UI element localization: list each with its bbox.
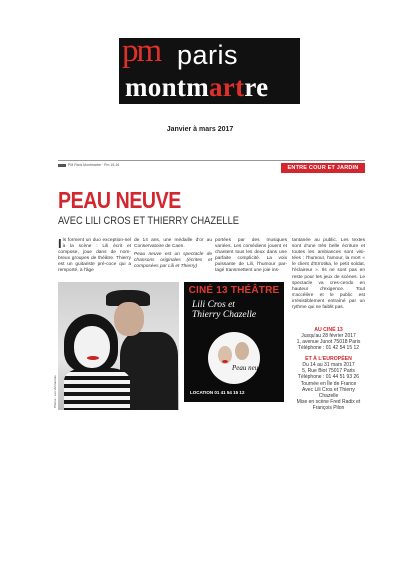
show-poster [184, 282, 284, 410]
poster-lips [222, 360, 228, 363]
section-rubric: ENTRE COUR ET JARDIN [281, 163, 365, 173]
article-headline: PEAU NEUVE [58, 187, 181, 213]
publication-logo-icon [58, 164, 66, 167]
publication-label: PM Paris Montmartre · Pm 15-16 [58, 163, 119, 167]
article-column-1: Ils forment un duo exception-nel à la scène : Lili écrit et compose, joue dans de nom-breux groupes de théâtre. Thierry est un guitariste pré-coce qui a remporté, à l'âge [58, 236, 131, 274]
press-clipping [53, 160, 365, 415]
poster-name-2: Thierry Chazelle [192, 310, 257, 320]
venue-info-cine13: AU CINÉ 13 Jusqu'au 28 février 2017 1, avenue Junot 75018 Paris Téléphone : 01 42 54 15 12 [296, 327, 361, 351]
duo-photo [53, 282, 179, 410]
logo-paris: paris [177, 40, 239, 70]
masthead-logo [119, 33, 300, 104]
top-rule [58, 160, 365, 161]
poster-title: CINÉ 13 THÉÂTRE [188, 285, 280, 296]
poster-circle [208, 332, 260, 384]
striped-top-shape [64, 368, 130, 410]
article-subhead: AVEC LILI CROS ET THIERRY CHAZELLE [58, 215, 240, 227]
article-column-2: de 14 ans, une médaille d'or au Conservatoire de Caen. Peau neuve est un spectacle de chansons originales (écrites et composées par Lili et Thierry) [134, 238, 212, 270]
venue-info-europeen: ET À L'EUROPÉEN Du 14 au 31 mars 2017 5, Rue Biot 75017 Paris Téléphone : 01 44 51 93 26 [297, 356, 360, 380]
drop-cap: I [58, 236, 62, 251]
poster-tagline: Peau neuve [232, 364, 265, 372]
lips-shape [87, 356, 99, 360]
article-column-3: portées par des musiques variées. Les comédiens jouent et chantent tous les deux dans une parfaite complicité. La voix puissante de Lili, l'humour par-tagé transmettent une joie ins- [215, 238, 287, 274]
poster-name-1: Lili Cros et [192, 300, 235, 310]
article-column-4: tantanée au public. Les textes sont d'une très belle écriture et toutes les ambiances sont visi-tées : l'humour, l'amour, la mort « le client d'Errotika, le petit soldat, l'éclaireur ». Ils ne sont pas en reste pour les jeux de scènes. Le spectacle va cres-cendo en hauteur d'exigence. Tout s'accélère et le public est irrésistiblement entraîné par un rythme qui ne faiblit pas. [292, 238, 365, 311]
tour-credits: Tournée en Île de France Avec Lili Cros et Thierry Chazelle Mise en scène Fred Radix et François Pilon [296, 381, 361, 411]
photo-credit: Photos : Lou Vermantois [53, 375, 57, 408]
woman-face-shape [74, 326, 110, 368]
logo-montmartre: montmartre [125, 72, 269, 102]
issue-date: Janvier à mars 2017 [166, 126, 234, 133]
logo-pm: pm [122, 33, 161, 69]
poster-location: LOCATION 01 41 54 15 12 [190, 390, 245, 395]
man-face-shape [114, 302, 144, 336]
poster-sponsor-strip [184, 402, 284, 410]
poster-face-2 [235, 342, 249, 360]
